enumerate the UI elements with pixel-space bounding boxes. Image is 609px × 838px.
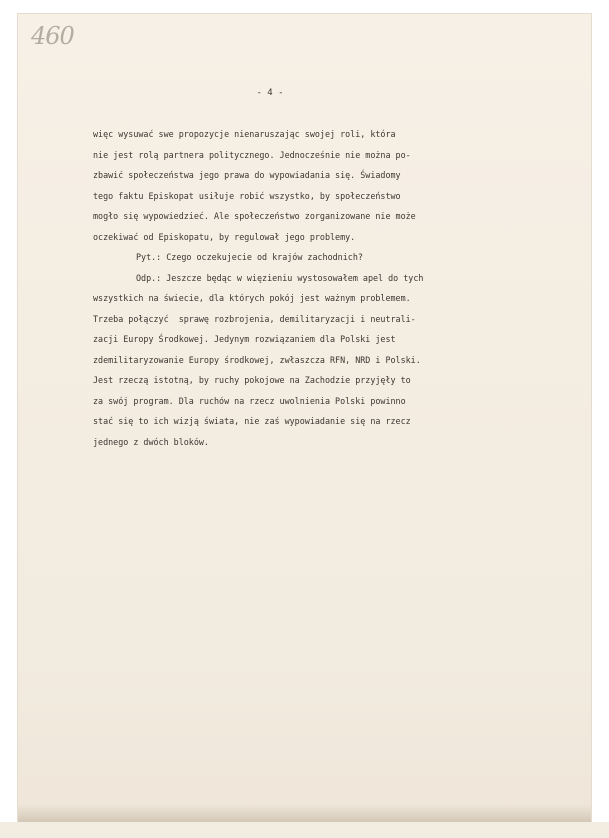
- typewritten-body: [93, 124, 573, 452]
- scan-bottom-edge: [0, 822, 609, 838]
- text-line: zacji Europy Środkowej. Jedynym rozwiązaniem dla Polski jest: [93, 334, 396, 344]
- page-number: - 4 -: [256, 88, 284, 98]
- text-line: Trzeba połączyć sprawę rozbrojenia, demilitaryzacji i neutrali-: [93, 313, 416, 324]
- text-line: stać się to ich wizją świata, nie zaś wypowiadanie się na rzecz: [93, 416, 411, 426]
- text-line: za swój program. Dla ruchów na rzecz uwolnienia Polski powinno: [93, 395, 406, 406]
- text-line: zbawić społeczeństwa jego prawa do wypowiadania się. Świadomy: [93, 170, 401, 180]
- text-line: Pyt.: Czego oczekujecie od krajów zachodnich?: [136, 252, 363, 262]
- text-line: tego faktu Episkopat usiłuje robić wszystko, by społeczeństwo: [93, 190, 401, 201]
- pencil-archive-number: 460: [31, 22, 74, 50]
- text-line: mogło się wypowiedzieć. Ale społeczeństwo zorganizowane nie może: [93, 211, 416, 221]
- text-line: więc wysuwać swe propozycje nienaruszając swojej roli, która: [93, 129, 396, 139]
- text-line: oczekiwać od Episkopatu, by regulował jego problemy.: [93, 231, 356, 242]
- text-line: nie jest rolą partnera politycznego. Jednocześnie nie można po-: [93, 149, 411, 160]
- text-line: Odp.: Jeszcze będąc w więzieniu wystosowałem apel do tych: [136, 272, 424, 283]
- text-line: wszystkich na świecie, dla których pokój jest ważnym problemem.: [93, 293, 411, 303]
- text-line: zdemilitaryzowanie Europy środkowej, zwłaszcza RFN, NRD i Polski.: [93, 354, 421, 365]
- text-line: jednego z dwóch bloków.: [93, 436, 209, 447]
- text-line: Jest rzeczą istotną, by ruchy pokojowe na Zachodzie przyjęły to: [93, 375, 411, 385]
